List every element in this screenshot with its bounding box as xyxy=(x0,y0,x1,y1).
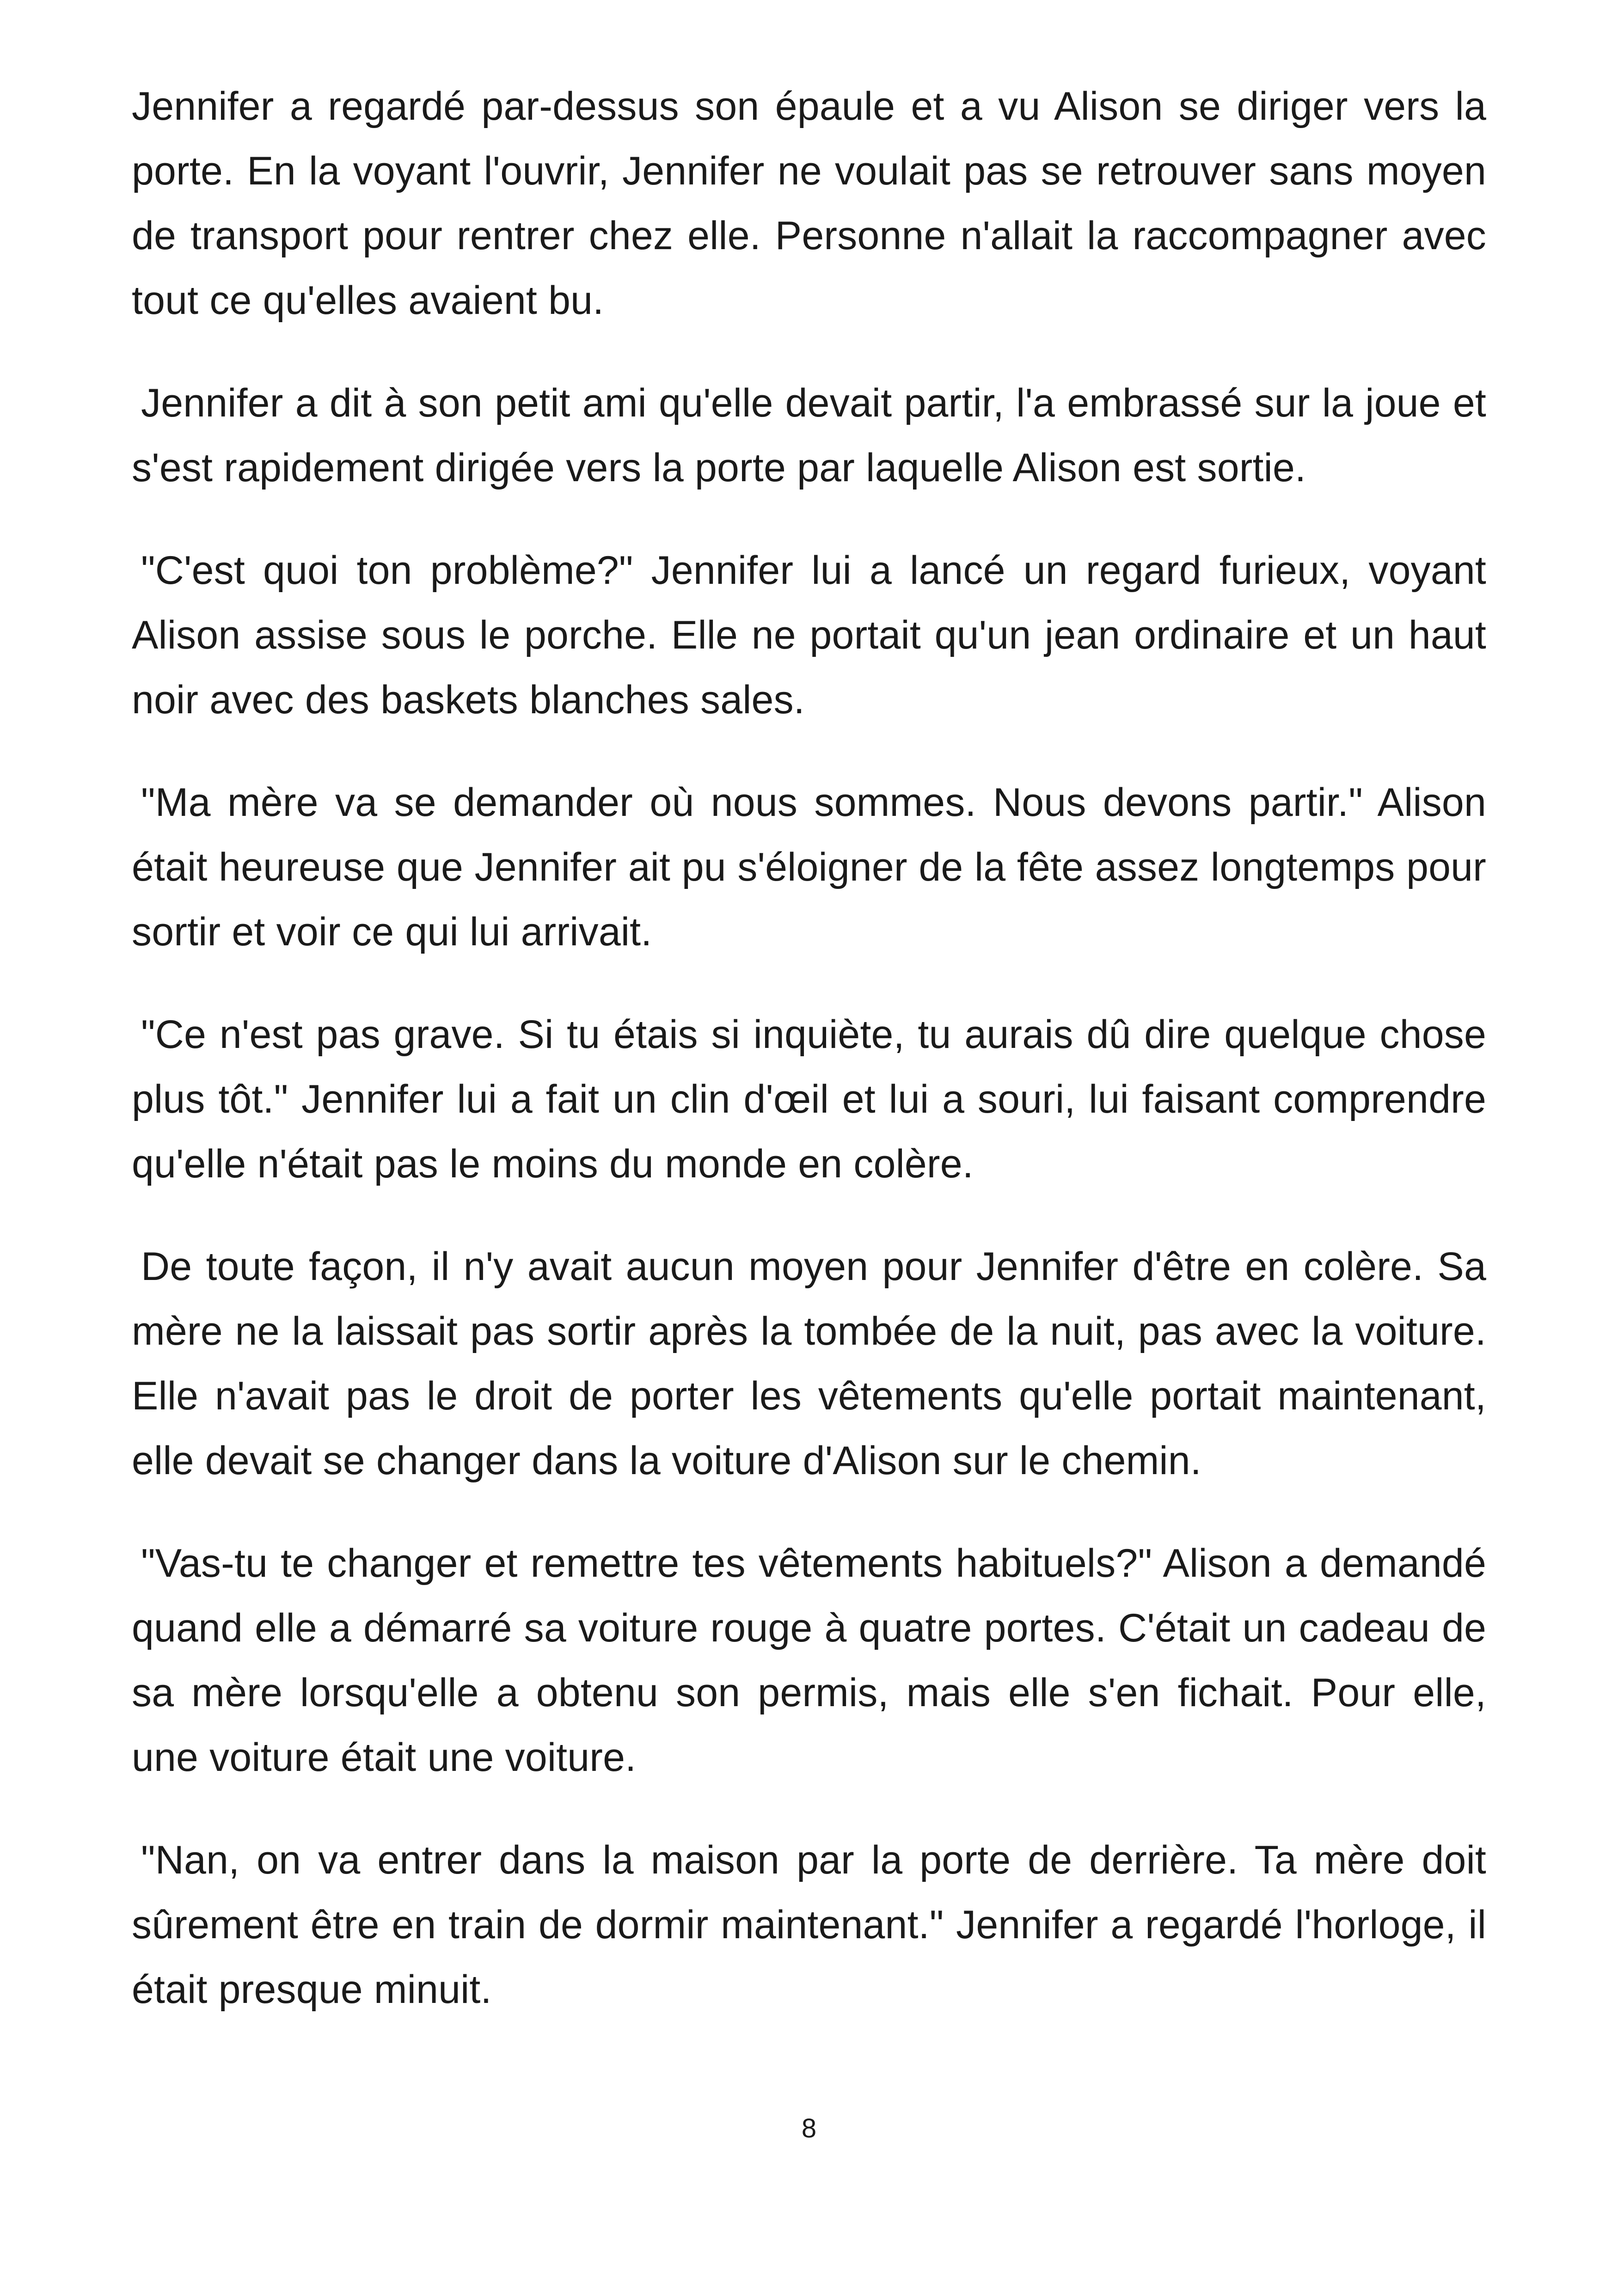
paragraph: De toute façon, il n'y avait aucun moyen pour Jennifer d'être en colère. Sa mère ne la laissait pas sortir après la tombée de la nuit, pas avec la voiture. Elle n'avait pas le droit de porter les vêtements qu'elle portait maintenant, elle devait se changer dans la voiture d'Alison sur le chemin. xyxy=(132,1244,1486,1483)
paragraph: "Vas-tu te changer et remettre tes vêtements habituels?" Alison a demandé quand elle a démarré sa voiture rouge à quatre portes. C'était un cadeau de sa mère lorsqu'elle a obtenu son permis, mais elle s'en fichait. Pour elle, une voiture était une voiture. xyxy=(132,1541,1486,1780)
paragraph: "Ma mère va se demander où nous sommes. Nous devons partir." Alison était heureuse que Jennifer ait pu s'éloigner de la fête assez longtemps pour sortir et voir ce qui lui arrivait. xyxy=(132,780,1486,954)
paragraph: Jennifer a dit à son petit ami qu'elle devait partir, l'a embrassé sur la joue et s'est rapidement dirigée vers la porte par laquelle Alison est sortie. xyxy=(132,381,1486,490)
page-number: 8 xyxy=(801,2113,817,2143)
body-text xyxy=(132,74,1486,2060)
paragraph: "Nan, on va entrer dans la maison par la porte de derrière. Ta mère doit sûrement être en train de dormir maintenant." Jennifer a regardé l'horloge, il était presque minuit. xyxy=(132,1838,1486,2012)
paragraph: Jennifer a regardé par-dessus son épaule et a vu Alison se diriger vers la porte. En la voyant l'ouvrir, Jennifer ne voulait pas se retrouver sans moyen de transport pour rentrer chez elle. Personne n'allait la raccompagner avec tout ce qu'elles avaient bu. xyxy=(132,84,1486,323)
paragraph: "Ce n'est pas grave. Si tu étais si inquiète, tu aurais dû dire quelque chose plus tôt." Jennifer lui a fait un clin d'œil et lui a souri, lui faisant comprendre qu'elle n'était pas le moins du monde en colère. xyxy=(132,1012,1486,1186)
paragraph: "C'est quoi ton problème?" Jennifer lui a lancé un regard furieux, voyant Alison assise sous le porche. Elle ne portait qu'un jean ordinaire et un haut noir avec des baskets blanches sales. xyxy=(132,548,1486,722)
